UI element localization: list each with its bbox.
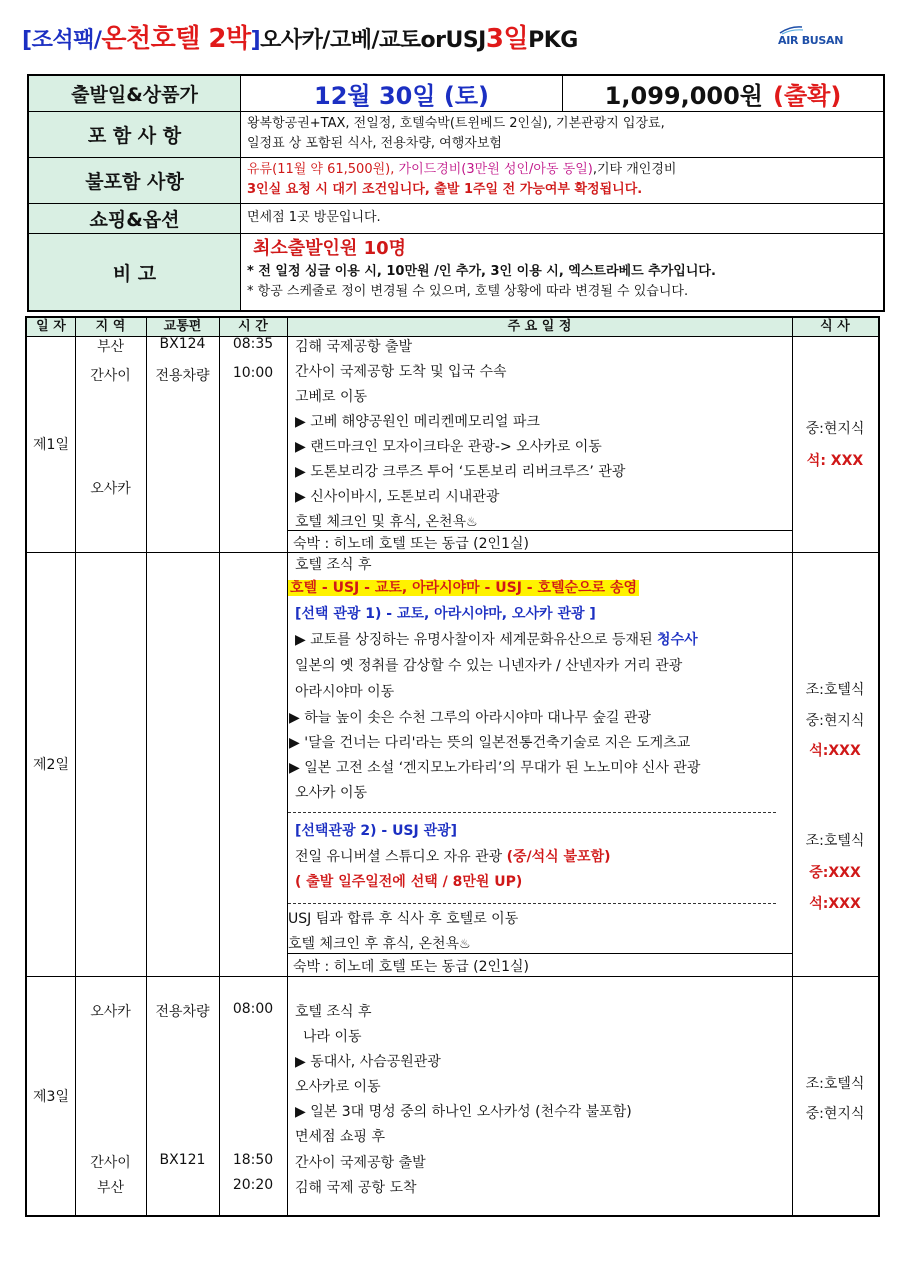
shopping-label: 쇼핑&옵션 — [29, 204, 241, 233]
day2-transfer-text: 호텔 - USJ - 교토, 아라시야마 - USJ - 호텔순으로 송영 — [290, 580, 638, 596]
title-bracket-open: [ — [22, 28, 32, 53]
day2-meal-a-dinner: 석:XXX — [809, 743, 861, 759]
day3-schedule-8: 김해 국제 공항 도착 — [295, 1180, 417, 1196]
shopping-value: 면세점 1곳 방문입니다. — [247, 210, 381, 225]
col-divider — [146, 318, 147, 1215]
include-value — [247, 112, 877, 157]
day1-bus: 전용차량 — [155, 368, 210, 384]
include-label: 포 함 사 항 — [29, 112, 241, 157]
exclude-line-2: 3인실 요청 시 대기 조건입니다, 출발 1주일 전 가능여부 확정됩니다. — [247, 182, 643, 197]
day1-checkin-text: 호텔 체크인 및 휴식, 온천욕 — [295, 514, 467, 530]
day2-schedule-1: 호텔 조식 후 — [295, 557, 372, 573]
title-category: 조석팩/ — [31, 28, 102, 53]
day-separator — [27, 976, 878, 977]
day2-kiyomizu-text: ▶ 교토를 상징하는 유명사찰이자 세계문화유산으로 등재된 — [295, 632, 653, 648]
day1-schedule-2: 간사이 국제공항 도착 및 입국 수속 — [295, 364, 507, 380]
day3-schedule-5: ▶ 일본 3대 명성 중의 하나인 오사카성 (천수각 불포함) — [295, 1104, 632, 1120]
day3-region-kansai: 간사이 — [90, 1155, 131, 1171]
day2-schedule-5: 아라시야마 이동 — [295, 684, 395, 700]
day2-usj-text: 전일 유니버셜 스튜디오 자유 관광 — [295, 849, 503, 865]
include-line-1: 왕복항공권+TAX, 전일정, 호텔숙박(트윈베드 2인실), 기본관광지 입장료, — [247, 116, 665, 131]
price-cell — [563, 76, 883, 111]
col-divider — [287, 318, 288, 1215]
exclude-other: ,기타 개인경비 — [592, 162, 677, 177]
day2-option1-title: [선택 관광 1) - 교토, 아라시야마, 오사카 관광 ] — [295, 606, 596, 622]
col-divider — [219, 318, 220, 1215]
itinerary-table — [25, 316, 880, 1217]
day3-label: 제3일 — [33, 1089, 69, 1105]
day2-schedule-13 — [288, 933, 471, 953]
day2-meal-b-dinner: 석:XXX — [809, 896, 861, 912]
day1-region-kansai: 간사이 — [90, 368, 131, 384]
day2-schedule-9: 오사카 이동 — [295, 785, 368, 801]
exclude-label: 불포함 사항 — [29, 158, 241, 203]
title-days: 3일 — [485, 24, 529, 54]
col-meal: 식 사 — [820, 319, 850, 334]
option-divider — [288, 812, 776, 813]
day2-transfer-highlight — [288, 577, 639, 597]
day2-meal-a-breakfast: 조:호텔식 — [805, 682, 865, 698]
hot-spring-icon: ♨ — [459, 937, 471, 952]
day3-time-1: 08:00 — [232, 1001, 274, 1017]
day2-schedule-3 — [295, 629, 698, 649]
airline-logo-text: AIR BUSAN — [778, 34, 844, 47]
day2-schedule-11: ( 출발 일주일전에 선택 / 8만원 UP) — [295, 874, 523, 890]
option-divider — [288, 903, 776, 904]
day2-label: 제2일 — [33, 757, 69, 773]
day2-kiyomizu-name: 청수사 — [657, 632, 698, 648]
day1-flight: BX124 — [159, 336, 206, 352]
exclude-line-1 — [247, 160, 877, 180]
day1-region-osaka: 오사카 — [90, 481, 131, 497]
note-line-1: * 전 일정 싱글 이용 시, 10만원 /인 추가, 3인 이용 시, 엑스트라베드 추가입니다. — [247, 264, 716, 279]
day3-schedule-7: 간사이 국제공항 출발 — [295, 1155, 426, 1171]
day3-time-3: 20:20 — [232, 1177, 274, 1193]
note-value — [247, 234, 877, 310]
info-row-include — [29, 112, 883, 158]
day1-meal-lunch: 중:현지식 — [805, 421, 865, 437]
day3-flight: BX121 — [159, 1152, 206, 1168]
title-pkg: PKG — [528, 28, 578, 53]
day2-schedule-6: ▶ 하늘 높이 솟은 수천 그루의 아라시야마 대나무 숲길 관광 — [289, 710, 651, 726]
col-divider — [75, 318, 76, 1215]
price-value: 1,099,000원 — [604, 82, 763, 110]
day2-schedule-10 — [295, 846, 611, 866]
day1-schedule-7: ▶ 신사이바시, 도톤보리 시내관광 — [295, 489, 500, 505]
day1-schedule-6: ▶ 도톤보리강 크루즈 투어 ‘도톤보리 리버크루즈’ 관광 — [295, 464, 626, 480]
stay-divider — [288, 953, 792, 954]
day1-schedule-4: ▶ 고베 해양공원인 메리켄메모리얼 파크 — [295, 414, 540, 430]
day3-schedule-3: ▶ 동대사, 사슴공원관광 — [295, 1054, 441, 1070]
day2-checkin-text: 호텔 체크인 후 휴식, 온천욕 — [288, 936, 460, 952]
col-region: 지 역 — [95, 319, 126, 334]
stay-divider — [288, 530, 792, 531]
day2-usj-meal-note: (중/석식 불포함) — [506, 849, 611, 865]
day1-schedule-3: 고베로 이동 — [295, 389, 368, 405]
col-schedule: 주 요 일 정 — [507, 319, 572, 334]
note-label: 비 고 — [29, 234, 241, 310]
col-day: 일 자 — [36, 319, 66, 334]
title-product: 온천호텔 2박 — [101, 24, 251, 54]
info-row-note — [29, 234, 883, 310]
page-title — [22, 18, 578, 62]
day1-stay: 숙박 : 히노데 호텔 또는 동급 (2인1실) — [293, 536, 529, 552]
exclude-fuel: 유류(11월 약 61,500원), — [247, 162, 395, 177]
day2-option2-title: [선택관광 2) - USJ 관광] — [295, 823, 458, 839]
note-line-2: * 항공 스케줄로 정이 변경될 수 있으며, 호텔 상황에 따라 변경될 수 있습니다. — [247, 284, 689, 299]
day3-schedule-2: 나라 이동 — [303, 1029, 362, 1045]
day2-schedule-12: USJ 팀과 합류 후 식사 후 호텔로 이동 — [288, 911, 519, 927]
exclude-guide-fee: 가이드경비(3만원 성인/아동 동일) — [398, 162, 593, 177]
day1-region-busan: 부산 — [96, 339, 125, 355]
day2-schedule-4: 일본의 옛 정취를 감상할 수 있는 니넨자카 / 산넨자카 거리 관광 — [295, 658, 683, 674]
info-row-exclude — [29, 158, 883, 204]
departure-date: 12월 30일 (토) — [241, 76, 563, 111]
date-label: 출발일&상품가 — [29, 76, 241, 111]
day3-region-busan: 부산 — [96, 1180, 125, 1196]
note-min-participants: 최소출발인원 10명 — [253, 238, 407, 259]
day1-time-2: 10:00 — [232, 365, 274, 381]
title-route: 오사카/고베/교토orUSJ — [260, 28, 486, 53]
day3-bus: 전용차량 — [155, 1004, 210, 1020]
info-row-date — [29, 76, 883, 112]
day2-stay: 숙박 : 히노데 호텔 또는 동급 (2인1실) — [293, 959, 529, 975]
day3-schedule-6: 면세점 쇼핑 후 — [295, 1129, 386, 1145]
product-info-table — [27, 74, 885, 312]
day3-region-osaka: 오사카 — [90, 1004, 131, 1020]
day1-label: 제1일 — [33, 437, 69, 453]
include-line-2: 일정표 상 포함된 식사, 전용차량, 여행자보험 — [247, 136, 502, 151]
col-time: 시 간 — [238, 319, 268, 334]
day2-meal-b-breakfast: 조:호텔식 — [805, 833, 865, 849]
day1-time-1: 08:35 — [232, 336, 274, 352]
day2-schedule-8: ▶ 일본 고전 소설 ‘겐지모노가타리’의 무대가 된 노노미야 신사 관광 — [289, 760, 701, 776]
col-transport: 교통편 — [163, 319, 202, 334]
itinerary-header — [27, 318, 878, 337]
day3-meal-lunch: 중:현지식 — [805, 1106, 865, 1122]
day2-meal-b-lunch: 중:XXX — [809, 865, 861, 881]
day3-time-2: 18:50 — [232, 1152, 274, 1168]
day1-meal-dinner: 석: XXX — [806, 453, 864, 469]
day3-schedule-4: 오사카로 이동 — [295, 1079, 381, 1095]
day2-schedule-7: ▶ '달을 건너는 다리'라는 뜻의 일본전통건축기술로 지은 도게츠교 — [289, 735, 691, 751]
air-busan-logo — [778, 24, 860, 52]
exclude-value — [247, 158, 877, 203]
day1-schedule-8 — [295, 511, 478, 531]
day1-schedule-1: 김해 국제공항 출발 — [295, 339, 413, 355]
price-status: (출확) — [773, 82, 842, 110]
title-bracket-close: ] — [250, 28, 261, 53]
info-row-shopping — [29, 204, 883, 234]
hot-spring-icon: ♨ — [466, 515, 478, 530]
day3-meal-breakfast: 조:호텔식 — [805, 1076, 865, 1092]
day2-meal-a-lunch: 중:현지식 — [805, 713, 865, 729]
day3-schedule-1: 호텔 조식 후 — [295, 1004, 372, 1020]
day1-schedule-5: ▶ 랜드마크인 모자이크타운 관광-> 오사카로 이동 — [295, 439, 602, 455]
